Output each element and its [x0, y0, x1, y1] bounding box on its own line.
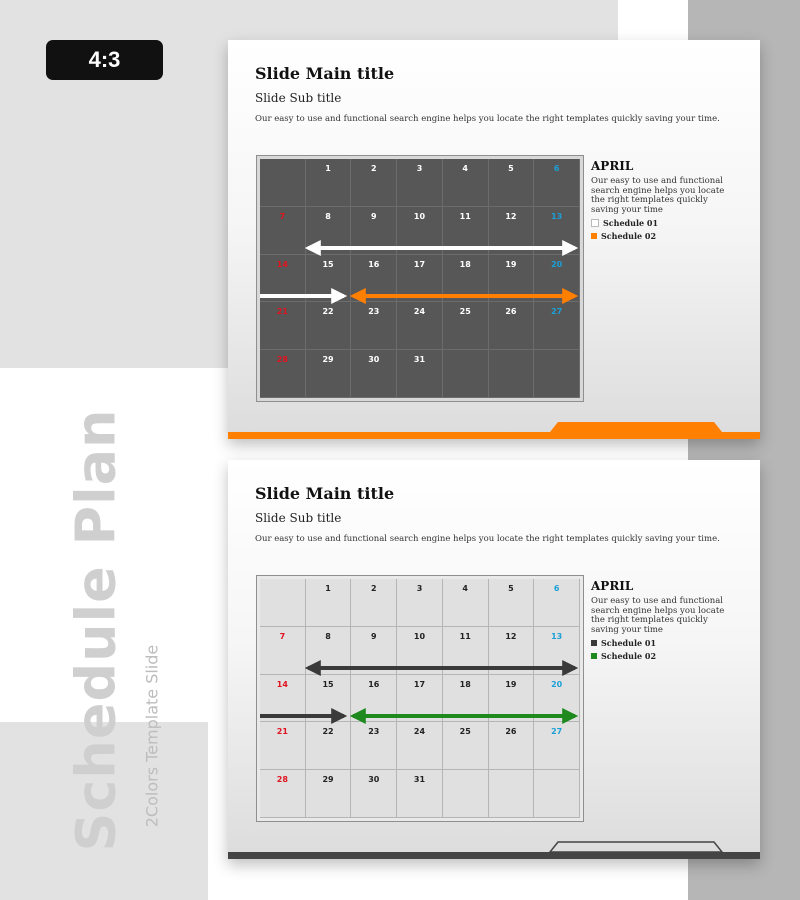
calendar-empty-cell	[260, 159, 306, 207]
calendar-day-31: 31	[397, 770, 443, 818]
calendar-day-29: 29	[306, 770, 352, 818]
calendar-day-11: 11	[443, 207, 489, 255]
calendar-day-4: 4	[443, 159, 489, 207]
calendar-day-22: 22	[306, 722, 352, 770]
calendar-day-13: 13	[534, 207, 580, 255]
calendar-day-14: 14	[260, 675, 306, 723]
calendar-day-14: 14	[260, 255, 306, 303]
calendar-day-15: 15	[306, 255, 352, 303]
calendar-day-16: 16	[351, 675, 397, 723]
calendar-day-23: 23	[351, 722, 397, 770]
calendar-day-25: 25	[443, 302, 489, 350]
calendar-day-24: 24	[397, 722, 443, 770]
calendar-day-1: 1	[306, 159, 352, 207]
calendar-empty-cell	[489, 350, 535, 398]
calendar-day-30: 30	[351, 770, 397, 818]
slide-subtitle: Slide Sub title	[255, 91, 342, 105]
calendar-day-19: 19	[489, 675, 535, 723]
calendar-day-12: 12	[489, 627, 535, 675]
month-label: APRIL	[591, 579, 634, 593]
legend-swatch	[591, 233, 597, 239]
calendar-day-5: 5	[489, 159, 535, 207]
legend-swatch	[591, 219, 599, 227]
calendar-day-2: 2	[351, 579, 397, 627]
calendar-day-3: 3	[397, 159, 443, 207]
month-description: Our easy to use and functional search engine helps you locate the right templates quickly saving your time	[591, 176, 725, 215]
calendar-day-26: 26	[489, 722, 535, 770]
calendar-day-17: 17	[397, 255, 443, 303]
calendar-day-5: 5	[489, 579, 535, 627]
calendar-day-20: 20	[534, 675, 580, 723]
calendar-day-9: 9	[351, 627, 397, 675]
calendar-day-3: 3	[397, 579, 443, 627]
calendar-grid	[260, 159, 580, 398]
slide-body-text: Our easy to use and functional search engine helps you locate the right templates quickly saving your time.	[255, 534, 720, 544]
slide-2[interactable]	[228, 460, 760, 859]
calendar-day-22: 22	[306, 302, 352, 350]
month-info	[591, 579, 731, 661]
calendar-grid	[260, 579, 580, 818]
side-subtitle: 2Colors Template Slide	[142, 644, 162, 828]
slide-body-text: Our easy to use and functional search engine helps you locate the right templates quickly saving your time.	[255, 114, 720, 124]
calendar-day-21: 21	[260, 722, 306, 770]
legend-label: Schedule 02	[601, 651, 657, 662]
calendar-day-30: 30	[351, 350, 397, 398]
month-label: APRIL	[591, 159, 634, 173]
legend-swatch	[591, 653, 597, 659]
calendar-empty-cell	[534, 350, 580, 398]
calendar-day-27: 27	[534, 302, 580, 350]
slide-subtitle: Slide Sub title	[255, 511, 342, 525]
calendar	[256, 575, 584, 822]
calendar-day-7: 7	[260, 627, 306, 675]
calendar-day-6: 6	[534, 159, 580, 207]
calendar-day-9: 9	[351, 207, 397, 255]
slide-1[interactable]	[228, 40, 760, 439]
slide-title: Slide Main title	[255, 484, 395, 503]
month-description: Our easy to use and functional search engine helps you locate the right templates quickly saving your time	[591, 596, 725, 635]
calendar-day-10: 10	[397, 207, 443, 255]
calendar-day-26: 26	[489, 302, 535, 350]
calendar-empty-cell	[443, 350, 489, 398]
calendar-day-21: 21	[260, 302, 306, 350]
calendar-day-13: 13	[534, 627, 580, 675]
legend-item-schedule-02	[591, 231, 731, 241]
calendar-day-8: 8	[306, 627, 352, 675]
legend-label: Schedule 01	[603, 218, 659, 229]
calendar-day-24: 24	[397, 302, 443, 350]
legend-label: Schedule 02	[601, 231, 657, 242]
calendar-day-1: 1	[306, 579, 352, 627]
calendar-day-8: 8	[306, 207, 352, 255]
legend-item-schedule-01	[591, 638, 731, 648]
calendar-day-15: 15	[306, 675, 352, 723]
calendar-day-4: 4	[443, 579, 489, 627]
calendar-day-12: 12	[489, 207, 535, 255]
slide-title: Slide Main title	[255, 64, 395, 83]
calendar-day-27: 27	[534, 722, 580, 770]
calendar-day-28: 28	[260, 770, 306, 818]
calendar-day-28: 28	[260, 350, 306, 398]
calendar-day-20: 20	[534, 255, 580, 303]
calendar-empty-cell	[443, 770, 489, 818]
calendar-day-25: 25	[443, 722, 489, 770]
calendar-day-18: 18	[443, 255, 489, 303]
calendar-day-29: 29	[306, 350, 352, 398]
calendar-day-7: 7	[260, 207, 306, 255]
calendar-day-19: 19	[489, 255, 535, 303]
legend-item-schedule-02	[591, 651, 731, 661]
calendar-day-10: 10	[397, 627, 443, 675]
calendar-day-17: 17	[397, 675, 443, 723]
calendar-empty-cell	[489, 770, 535, 818]
calendar	[256, 155, 584, 402]
month-info	[591, 159, 731, 241]
calendar-day-6: 6	[534, 579, 580, 627]
legend-swatch	[591, 640, 597, 646]
calendar-empty-cell	[260, 579, 306, 627]
aspect-ratio-badge: 4:3	[46, 40, 163, 80]
backdrop-right-notch	[618, 0, 688, 40]
calendar-day-18: 18	[443, 675, 489, 723]
calendar-day-16: 16	[351, 255, 397, 303]
calendar-day-2: 2	[351, 159, 397, 207]
legend-label: Schedule 01	[601, 638, 657, 649]
calendar-day-23: 23	[351, 302, 397, 350]
side-title: Schedule Plan	[64, 408, 128, 852]
calendar-empty-cell	[534, 770, 580, 818]
calendar-day-11: 11	[443, 627, 489, 675]
calendar-day-31: 31	[397, 350, 443, 398]
legend-item-schedule-01	[591, 218, 731, 228]
